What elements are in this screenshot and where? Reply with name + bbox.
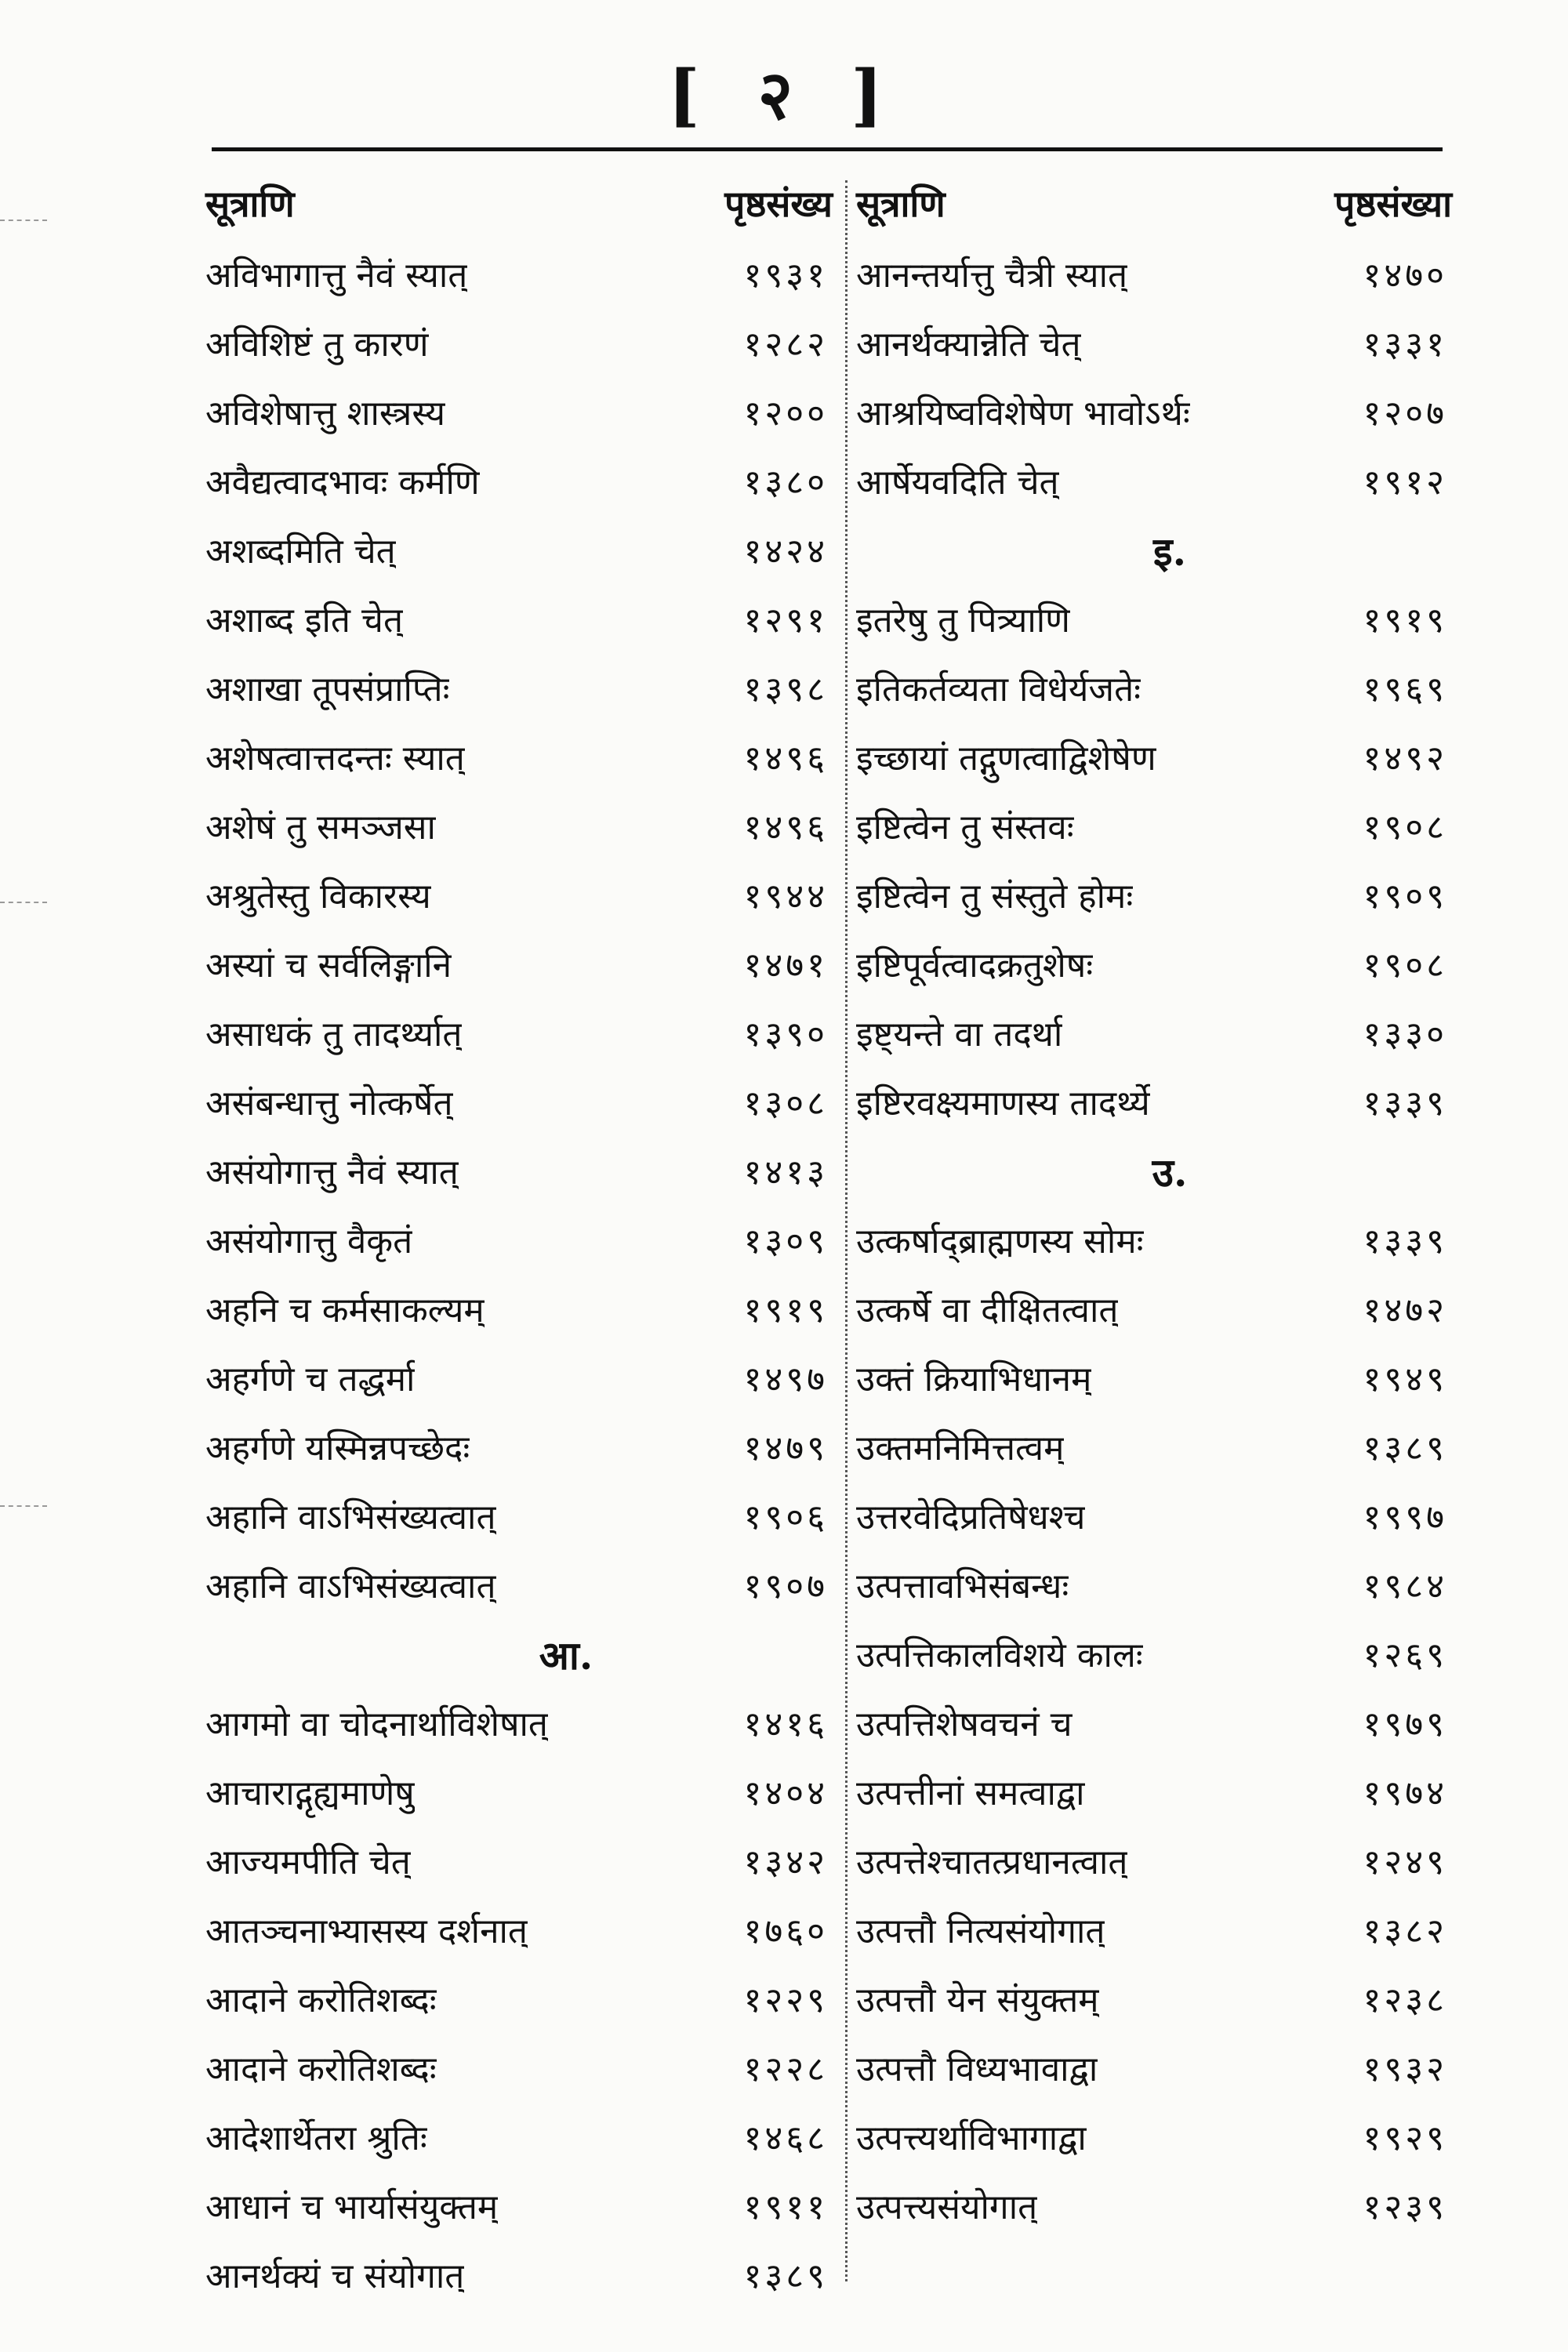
page-reference: १४९६ — [743, 739, 828, 779]
page-reference: १९११ — [743, 2187, 828, 2227]
page-reference: १२४९ — [1363, 1842, 1447, 1882]
sutra-text: अहनि च कर्मसाकल्यम् — [205, 1290, 485, 1330]
page-reference: १९७९ — [1363, 1704, 1447, 1744]
sutra-text: उत्पत्तेश्चातत्प्रधानत्वात् — [856, 1842, 1128, 1882]
sutra-text: उत्पत्तिशेषवचनं च — [856, 1704, 1073, 1744]
page-reference: १४७९ — [743, 1428, 828, 1468]
sutra-text: उक्तं क्रियाभिधानम् — [856, 1359, 1092, 1399]
page-reference: १३४२ — [743, 1842, 828, 1882]
page-reference: १४७२ — [1363, 1290, 1447, 1330]
page-reference: १३८० — [743, 463, 828, 503]
page-reference: १३३९ — [1363, 1221, 1447, 1261]
sutra-text: अशेषं तु समञ्जसा — [205, 808, 436, 848]
sutra-text: इष्टिरवक्ष्यमाणस्य तादर्थ्ये — [856, 1083, 1150, 1123]
page-reference: १२०७ — [1363, 394, 1447, 434]
page-reference: १९०६ — [743, 1497, 828, 1537]
sutra-text: अस्यां च सर्वलिङ्गानि — [205, 946, 452, 985]
page-reference: १४७० — [1363, 256, 1447, 296]
index-row — [205, 448, 833, 517]
page-reference: १४९६ — [743, 808, 828, 848]
sutra-text: असाधकं तु तादर्थ्यात् — [205, 1014, 463, 1054]
sutra-text: उत्कर्षाद्ब्राह्मणस्य सोमः — [856, 1221, 1144, 1261]
index-row — [205, 517, 833, 586]
sutra-text: इष्टित्वेन तु संस्तवः — [856, 808, 1074, 848]
index-row — [856, 448, 1452, 517]
index-row — [856, 1897, 1452, 1966]
page-reference: १३९० — [743, 1014, 828, 1054]
page-reference: १२०० — [743, 394, 828, 434]
index-row — [205, 1759, 833, 1828]
index-row — [856, 1621, 1452, 1690]
index-row — [205, 1414, 833, 1483]
index-row — [205, 310, 833, 379]
page-reference: १४१६ — [743, 1704, 828, 1744]
margin-mark — [0, 1505, 47, 1507]
index-row — [856, 862, 1452, 931]
index-row — [856, 1828, 1452, 1897]
header-sutra-label: सूत्राणि — [856, 183, 946, 225]
sutra-text: अविभागात्तु नैवं स्यात् — [205, 256, 468, 296]
sutra-text: अहर्गणे च तद्धर्मा — [205, 1359, 416, 1399]
sutra-text: आगमो वा चोदनार्थाविशेषात् — [205, 1704, 548, 1744]
index-row — [205, 1966, 833, 2035]
sutra-text: इच्छायां तद्गुणत्वाद्विशेषेण — [856, 739, 1156, 779]
index-row — [856, 1690, 1452, 1759]
index-row — [856, 241, 1452, 310]
page-reference: १९३१ — [743, 256, 828, 296]
column-divider — [845, 180, 848, 2281]
index-row — [856, 655, 1452, 724]
sutra-text: आनन्तर्यात्तु चैत्री स्यात् — [856, 256, 1128, 296]
index-row — [856, 1000, 1452, 1069]
index-row — [856, 724, 1452, 793]
sutra-text: आदेशार्थेतरा श्रुतिः — [205, 2118, 427, 2158]
margin-mark — [0, 220, 47, 221]
sutra-text: उक्तमनिमित्तत्वम् — [856, 1428, 1065, 1468]
sutra-text: उत्कर्षे वा दीक्षितत्वात् — [856, 1290, 1119, 1330]
index-row — [856, 586, 1452, 655]
index-row — [856, 2035, 1452, 2104]
sutra-text: अशाखा तूपसंप्राप्तिः — [205, 670, 450, 710]
index-row — [205, 241, 833, 310]
page-reference: १३८९ — [743, 2256, 828, 2296]
page-reference: १४६८ — [743, 2118, 828, 2158]
page-reference: १९०७ — [743, 1566, 828, 1606]
header-page-label: पृष्ठसंख्या — [1334, 183, 1452, 225]
sutra-text: आचाराद्गृह्यमाणेषु — [205, 1773, 415, 1813]
sutra-text: आज्यमपीति चेत् — [205, 1842, 411, 1882]
sutra-text: अशब्दमिति चेत् — [205, 532, 396, 572]
index-row — [205, 2242, 833, 2311]
sutra-text: आर्षेयवदिति चेत् — [856, 463, 1059, 503]
index-row — [856, 1276, 1452, 1345]
index-row — [856, 1966, 1452, 2035]
index-row — [856, 2104, 1452, 2173]
sutra-text: उत्पत्तौ येन संयुक्तम् — [856, 1980, 1099, 2020]
page-reference: १४०४ — [743, 1773, 828, 1813]
index-row — [856, 1552, 1452, 1621]
index-row — [205, 2173, 833, 2242]
sutra-text: उत्पत्तौ नित्यसंयोगात् — [856, 1911, 1105, 1951]
index-row — [205, 1276, 833, 1345]
page-reference: १९४४ — [743, 877, 828, 916]
header-rule — [212, 147, 1443, 151]
index-row — [205, 1483, 833, 1552]
sutra-text: अहानि वाऽभिसंख्यत्वात् — [205, 1497, 496, 1537]
page-reference: १९१२ — [1363, 463, 1447, 503]
index-row — [856, 793, 1452, 862]
section-letter: उ. — [1152, 1149, 1188, 1196]
page-reference: १९६९ — [1363, 670, 1447, 710]
sutra-text: आधानं च भार्यासंयुक्तम् — [205, 2187, 499, 2227]
index-row — [856, 2173, 1452, 2242]
page-reference: १९२९ — [1363, 2118, 1447, 2158]
page-reference: १२२८ — [743, 2049, 828, 2089]
page-reference: १४९२ — [1363, 739, 1447, 779]
index-row — [856, 1483, 1452, 1552]
page-reference: १९३२ — [1363, 2049, 1447, 2089]
page-reference: १२९१ — [743, 601, 828, 641]
sutra-text: अहर्गणे यस्मिन्नपच्छेदः — [205, 1428, 470, 1468]
column-header — [205, 166, 833, 241]
sutra-text: इतरेषु तु पित्र्याणि — [856, 601, 1070, 641]
sutra-text: आतञ्चनाभ्यासस्य दर्शनात् — [205, 1911, 528, 1951]
column-header — [856, 166, 1452, 241]
page-reference: १९४९ — [1363, 1359, 1447, 1399]
sutra-text: इतिकर्तव्यता विधेर्यजतेः — [856, 670, 1142, 710]
sutra-text: उत्पत्तावभिसंबन्धः — [856, 1566, 1069, 1606]
page-reference: १९९७ — [1363, 1497, 1447, 1537]
page-reference: १३३० — [1363, 1014, 1447, 1054]
sutra-text: उत्तरवेदिप्रतिषेधश्च — [856, 1497, 1086, 1537]
page-reference: १३८९ — [1363, 1428, 1447, 1468]
sutra-text: इष्टित्वेन तु संस्तुते होमः — [856, 877, 1134, 916]
index-row — [205, 862, 833, 931]
page-reference: १३९८ — [743, 670, 828, 710]
section-letter: आ. — [539, 1632, 593, 1679]
page-reference: १९०९ — [1363, 877, 1447, 916]
index-row — [205, 1000, 833, 1069]
index-row — [205, 1828, 833, 1897]
index-row — [856, 1207, 1452, 1276]
index-row — [205, 586, 833, 655]
page-reference: १२३८ — [1363, 1980, 1447, 2020]
sutra-text: आदाने करोतिशब्दः — [205, 1980, 437, 2020]
index-row — [205, 724, 833, 793]
index-row — [205, 1345, 833, 1414]
page-reference: १९१९ — [743, 1290, 828, 1330]
page-reference: १७६० — [743, 1911, 828, 1951]
index-row — [205, 1069, 833, 1138]
sutra-text: उत्पत्तौ विध्यभावाद्वा — [856, 2049, 1098, 2089]
header-sutra-label: सूत्राणि — [205, 183, 295, 225]
page-reference: १२३९ — [1363, 2187, 1447, 2227]
index-row — [205, 1897, 833, 1966]
page-reference: १२२९ — [743, 1980, 828, 2020]
index-row — [205, 931, 833, 1000]
index-row — [205, 1138, 833, 1207]
sutra-text: अश्रुतेस्तु विकारस्य — [205, 877, 431, 916]
page-reference: १४९७ — [743, 1359, 828, 1399]
page-reference: १९७४ — [1363, 1773, 1447, 1813]
index-row — [856, 1345, 1452, 1414]
header-page-label: पृष्ठसंख्य — [724, 183, 833, 225]
page-reference: १४७१ — [743, 946, 828, 985]
section-letter: इ. — [1153, 528, 1186, 575]
sutra-text: इष्ट्यन्ते वा तदर्था — [856, 1014, 1063, 1054]
page-reference: १३३९ — [1363, 1083, 1447, 1123]
sutra-text: अहानि वाऽभिसंख्यत्वात् — [205, 1566, 496, 1606]
sutra-text: आनर्थक्यान्नेति चेत् — [856, 325, 1081, 365]
page-reference: १९०८ — [1363, 946, 1447, 985]
sutra-text: असंबन्धात्तु नोत्कर्षेत् — [205, 1083, 453, 1123]
page-reference: १४२४ — [743, 532, 828, 572]
index-row — [205, 2104, 833, 2173]
index-row — [205, 1552, 833, 1621]
sutra-text: इष्टिपूर्वत्वादक्रतुशेषः — [856, 946, 1094, 985]
index-row — [856, 379, 1452, 448]
page-reference: १४१३ — [743, 1152, 828, 1192]
sutra-text: उत्पत्तिकालविशये कालः — [856, 1635, 1143, 1675]
sutra-text: अशेषत्वात्तदन्तः स्यात् — [205, 739, 465, 779]
index-row — [205, 793, 833, 862]
sutra-text: असंयोगात्तु नैवं स्यात् — [205, 1152, 459, 1192]
margin-mark — [0, 902, 47, 903]
page-reference: १३०८ — [743, 1083, 828, 1123]
page-reference: १९१९ — [1363, 601, 1447, 641]
index-row — [205, 379, 833, 448]
right-column — [856, 166, 1452, 2242]
sutra-text: अवैद्यत्वादभावः कर्मणि — [205, 463, 480, 503]
sutra-text: आदाने करोतिशब्दः — [205, 2049, 437, 2089]
index-row — [856, 310, 1452, 379]
sutra-text: उत्पत्त्यर्थाविभागाद्वा — [856, 2118, 1087, 2158]
index-row — [856, 1414, 1452, 1483]
page-reference: १३०९ — [743, 1221, 828, 1261]
index-row — [856, 1069, 1452, 1138]
index-row — [205, 655, 833, 724]
sutra-text: असंयोगात्तु वैकृतं — [205, 1221, 413, 1261]
index-row — [205, 1207, 833, 1276]
index-row — [856, 1759, 1452, 1828]
page-reference: १९८४ — [1363, 1566, 1447, 1606]
page-reference: १९०८ — [1363, 808, 1447, 848]
index-row — [205, 2035, 833, 2104]
sutra-text: उत्पत्त्यसंयोगात् — [856, 2187, 1038, 2227]
page-reference: १३८२ — [1363, 1911, 1447, 1951]
sutra-text: आश्रयिष्वविशेषेण भावोऽर्थः — [856, 394, 1190, 434]
sutra-text: अविशिष्टं तु कारणं — [205, 325, 429, 365]
index-row — [856, 931, 1452, 1000]
page-reference: १२६९ — [1363, 1635, 1447, 1675]
page-reference: १२८२ — [743, 325, 828, 365]
sutra-text: अशाब्द इति चेत् — [205, 601, 404, 641]
page-number: [ २ ] — [668, 56, 900, 135]
index-row — [205, 1690, 833, 1759]
page-reference: १३३१ — [1363, 325, 1447, 365]
sutra-text: आनर्थक्यं च संयोगात् — [205, 2256, 465, 2296]
sutra-text: उत्पत्तीनां समत्वाद्वा — [856, 1773, 1085, 1813]
sutra-text: अविशेषात्तु शास्त्रस्य — [205, 394, 445, 434]
left-column — [205, 166, 833, 2311]
